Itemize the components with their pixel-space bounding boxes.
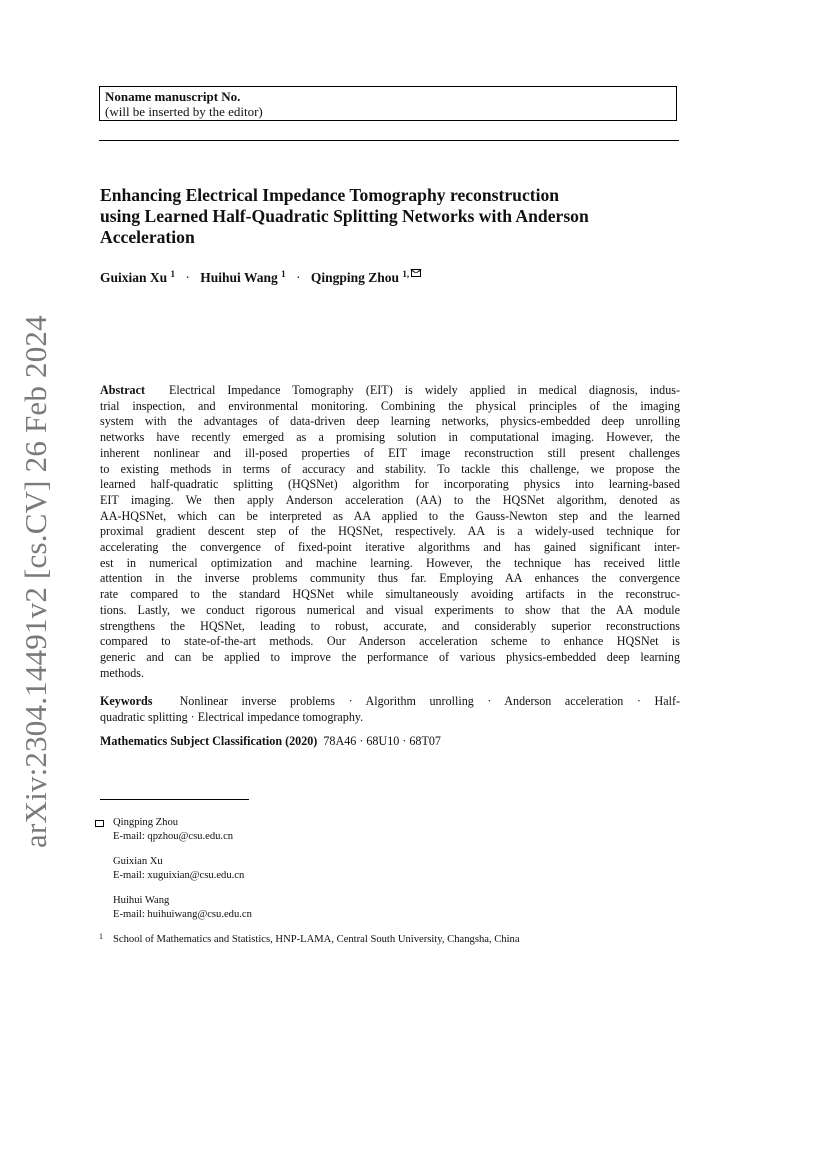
- contact-entry: [113, 816, 695, 844]
- author-affiliation-mark: 1: [170, 269, 176, 279]
- author-name: Huihui Wang: [200, 270, 278, 285]
- author-affiliation-mark: 1: [281, 269, 286, 279]
- abstract-line: compared to state-of-the-art methods. Our Anderson acceleration scheme to enhance HQSNet is: [100, 634, 680, 649]
- author-name: Qingping Zhou: [310, 270, 399, 285]
- abstract-line: tions. Lastly, we conduct rigorous numerical and visual experiments to show that the AA module: [100, 602, 680, 617]
- msc-codes: 78A46 · 68U10 · 68T07: [323, 734, 441, 748]
- title-line: Acceleration: [100, 227, 195, 247]
- abstract-label: Abstract: [100, 383, 146, 397]
- abstract-line: proximal gradient descent step of the HQSNet, respectively. AA is a widely-used technique for: [100, 524, 680, 539]
- author-list: [100, 269, 421, 286]
- contact-name: Guixian Xu: [113, 856, 163, 867]
- abstract-line: EIT imaging. We then apply Anderson acceleration (AA) to the HQSNet algorithm, denoted as: [100, 492, 680, 507]
- title-line: using Learned Half-Quadratic Splitting Networks with Anderson: [100, 206, 589, 226]
- abstract-line: Abstract Electrical Impedance Tomography (EIT) is widely applied in medical diagnosis, indus-: [100, 383, 681, 397]
- contact-email: E-mail: huihuiwang@csu.edu.cn: [113, 909, 252, 920]
- contact-name: Huihui Wang: [113, 895, 170, 906]
- manuscript-note: (will be inserted by the editor): [105, 104, 263, 119]
- contact-email: E-mail: xuguixian@csu.edu.cn: [113, 870, 245, 881]
- keywords-line: quadratic splitting · Electrical impedance tomography.: [100, 709, 364, 724]
- mail-icon: [95, 818, 104, 832]
- abstract-line: system with the advantages of data-driven deep learning networks, physics-embedded deep unrolling: [100, 414, 680, 429]
- abstract-line: est in numerical optimization and machine learning. However, the technique has received little: [100, 555, 680, 570]
- author-separator: ·: [185, 270, 190, 285]
- abstract-line: to existing methods in terms of accuracy and stability. To tackle this challenge, we propose the: [100, 461, 680, 476]
- abstract-line: methods.: [100, 665, 145, 680]
- contact-email: E-mail: qpzhou@csu.edu.cn: [113, 831, 234, 842]
- abstract-line: accelerating the convergence of fixed-point iterative algorithms and has gained significant inter-: [100, 540, 680, 555]
- abstract-line: trial inspection, and environmental monitoring. Combining the physical principles of the imaging: [100, 398, 680, 413]
- affiliation-text: School of Mathematics and Statistics, HNP-LAMA, Central South University, Changsha, China: [113, 934, 520, 945]
- contact-entry: [113, 894, 695, 922]
- abstract-line: strengthens the HQSNet, leading to robust, accurate, and considerably superior reconstructions: [100, 618, 680, 633]
- abstract-line: attention in the inverse problems community thus far. Employing AA enhances the convergence: [100, 571, 680, 586]
- author-affiliation-mark: 1,: [402, 269, 421, 279]
- author-separator: ·: [295, 270, 301, 285]
- author-name: Guixian Xu: [100, 270, 168, 285]
- keywords-label: Keywords: [100, 694, 153, 708]
- abstract-line: learned half-quadratic splitting (HQSNet) algorithm for incorporating physics into learning-based: [100, 477, 680, 492]
- affiliation-mark: 1: [99, 932, 103, 941]
- footnotes: [95, 816, 695, 947]
- abstract-line: networks have recently emerged as a promising solution in computational imaging. However, the: [100, 430, 680, 445]
- keywords: [100, 694, 680, 725]
- corresponding-author-mail-icon: [411, 269, 421, 277]
- contact-name: Qingping Zhou: [113, 817, 179, 828]
- abstract-line: AA-HQSNet, which can be interpreted as AA applied to the Gauss-Newton step and the learned: [100, 508, 680, 523]
- manuscript-number: Noname manuscript No.: [105, 89, 241, 104]
- msc-classification: [100, 734, 680, 750]
- arxiv-identifier: arXiv:2304.14491v2 [cs.CV] 26 Feb 2024: [18, 315, 53, 848]
- abstract: [100, 383, 680, 681]
- abstract-line: inherent nonlinear and ill-posed properties of EIT image reconstruction still present challenges: [100, 445, 680, 460]
- manuscript-box: [99, 86, 677, 121]
- msc-label: Mathematics Subject Classification (2020): [100, 734, 318, 748]
- abstract-line: rate compared to the standard HQSNet while simultaneously avoiding artifacts in the reconstruc-: [100, 587, 680, 602]
- title-line: Enhancing Electrical Impedance Tomography reconstruction: [100, 185, 560, 205]
- keywords-line: Keywords Nonlinear inverse problems · Algorithm unrolling · Anderson acceleration · Half-: [100, 694, 681, 708]
- contact-entry: [113, 855, 695, 883]
- affiliation: [99, 932, 695, 947]
- abstract-line: generic and can be applied to improve the performance of various physics-embedded deep learning: [100, 649, 680, 664]
- paper-title: [100, 185, 690, 248]
- header-rule: [99, 140, 679, 141]
- footnote-rule: [100, 799, 249, 800]
